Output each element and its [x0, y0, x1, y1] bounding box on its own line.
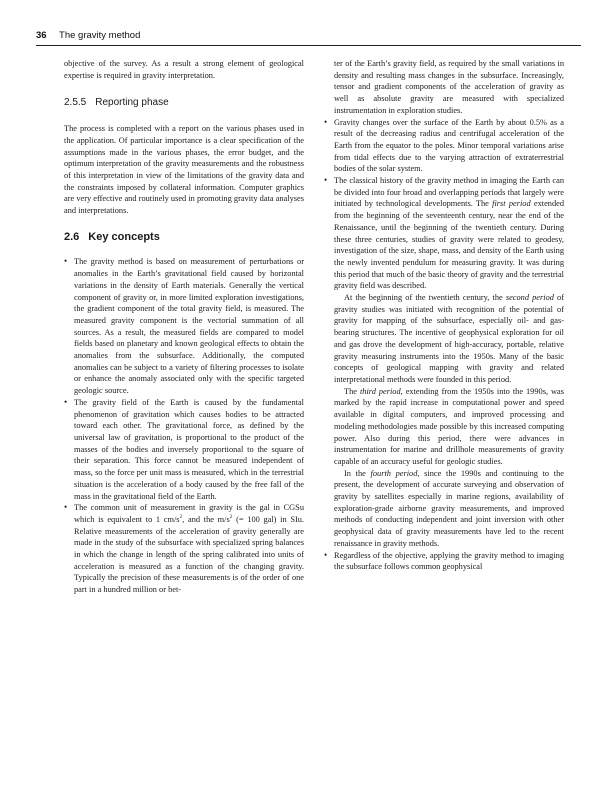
list-item [324, 117, 564, 176]
superscript: 2 [179, 514, 183, 521]
key-concepts-list [64, 256, 304, 595]
list-item [64, 397, 304, 502]
text-run: , since the 1990s and continuing to the present, the development of accurate surveying and observation of gravity by satellites especially in marine regions, availability of exploration-grade airborne gravity measurements, and improved methods of conducting independent and joint inversion with other geophysical data of gravity measurements have led to the recent renaissance in gravity methods. [334, 468, 564, 548]
history-paragraph-3 [334, 386, 564, 468]
header-rule [36, 45, 581, 46]
list-item [324, 550, 564, 573]
emphasis-third-period: third period [359, 386, 401, 396]
left-column [64, 58, 304, 596]
list-item [324, 175, 564, 550]
running-head [36, 30, 581, 41]
text-run: In the [344, 468, 371, 478]
subsection-title: Reporting phase [95, 97, 169, 109]
list-item-text-a: The common unit of measurement in gravity is the gal in CGSu which is equivalent to 1 cm/s [74, 503, 304, 524]
subsection-number: 2.5.5 [64, 97, 87, 109]
list-item-text: The gravity field of the Earth is caused by the fundamental phenomenon of gravitation which causes bodies to be attracted toward each other. The gravitational force, as defined by the universal law of gravitation, is proportional to the product of the masses of the bodies and inversely proportional to the square of their separation. This force cannot be measured independent of mass, so the force per unit mass is measured, which in the terrestrial situation is the acceleration of a body caused by the free fall of the mass in the gravitational field of the Earth. [74, 397, 304, 501]
bullet-icon: • [324, 549, 328, 560]
paragraph-continued: objective of the survey. As a result a strong element of geological expertise is required in gravity interpretation. [64, 59, 304, 80]
section-title: Key concepts [88, 230, 160, 243]
list-item [64, 502, 304, 596]
running-head-title: The gravity method [59, 30, 141, 41]
text-run: At the beginning of the twentieth century, the [344, 293, 506, 303]
text-run: , extending from the 1950s into the 1990s, was marked by the rapid increase in computational power and speed available in digital computers, and improved processing and modeling methodologies made possible by this increased computing power. Also during this period, there were advances in instrumentation for marine and drillhole measurements of gravity capable of an accuracy useful for geologic studies. [334, 386, 564, 466]
bullet-icon: • [324, 116, 328, 127]
history-paragraph-2 [334, 292, 564, 386]
list-item-text-b: , and the m/s [182, 514, 230, 524]
emphasis-fourth-period: fourth period [370, 468, 418, 478]
text-run: The classical history of the gravity method in imaging the Earth can be divided into four broad and overlapping periods that largely were initiated by technological developments. The [334, 176, 564, 209]
bullet-icon: • [64, 396, 68, 407]
emphasis-first-period: first period [492, 199, 531, 209]
subsection-heading-2-5-5 [64, 97, 304, 109]
list-item [64, 256, 304, 396]
section-heading-2-6 [64, 232, 304, 244]
list-item-text-c: (= 100 gal) in SIu. Relative measurements of the acceleration of gravity generally are made in the study of the subsurface with specialized spring balances in which the change in length of the spring calibrated into units of acceleration is measured as a function of the changing gravity. Typically the precision of these measurements is of the order of one part in a hundred million or bet- [74, 514, 304, 595]
list-item-text: Regardless of the objective, applying the gravity method to imaging the subsurface follows common geophysical [334, 550, 564, 572]
key-concepts-list-continued [324, 58, 564, 573]
list-item-text: The gravity method is based on measurement of perturbations or anomalies in the Earth’s gravitational field caused by horizontal variations in the density of Earth materials. Generally the vertical component of gravity or, in more limited exploration investigations, the gradient component of the total gravity field, is measured. The measured gravity component is the vectorial summation of all sources. As a result, the measured fields are compared to model fields based on planetary and known geological effects to obtain the anomalies from the subsurface. Additionally, the computed anomalies can be subject to a variety of filtering processes to isolate or enhance the anomaly associated only with the specific targeted geologic source. [74, 257, 304, 396]
page-number: 36 [36, 30, 47, 41]
emphasis-second-period: second period [505, 293, 554, 303]
section-number: 2.6 [64, 230, 80, 243]
history-paragraph-4 [334, 468, 564, 550]
bullet-icon: • [64, 256, 68, 267]
paragraph-reporting-phase: The process is completed with a report on the various phases used in the application. Of particular importance is a clear specification of the assumptions made in the various phases, the error budget, and the optimum interpretation of the gravity measurements and the robustness of this interpretation in view of the limitations of the gravity data and the constraints imposed by collateral information. Computer graphics are very effective and routinely used in promoting gravity data analyses and interpretations. [64, 124, 304, 216]
bullet-icon: • [324, 175, 328, 186]
text-run: of gravity studies was initiated with recognition of the potential of gravity for mapping of the subsurface, especially oil- and gas-bearing structures. The incentive of geophysical exploration for oil and gas drove the development of high-accuracy, portable, relative gravity measuring instruments into the 1950s. Many of the basic concepts of geological mapping with gravity and related interpretational methods were founded in this period. [334, 293, 564, 384]
list-item-text: ter of the Earth’s gravity field, as required by the small variations in density and resulting mass changes in the subsurface. Increasingly, tensor and gradient components of the acceleration of gravity as well as absolute gravity are measured with specialized instrumentation in exploration studies. [334, 59, 564, 115]
list-item-text: Gravity changes over the surface of the Earth by about 0.5% as a result of the decreasing radius and centrifugal acceleration of the Earth from the equator to the poles. Minor temporal variations arise from tidal effects due to the varying attraction of extraterrestrial bodies of the solar system. [334, 117, 564, 174]
right-column [324, 58, 564, 573]
list-item-continued [324, 58, 564, 117]
bullet-icon: • [64, 502, 68, 513]
text-run: extended from the beginning of the seventeenth century, near the end of the Renaissance, until the beginning of the twentieth century. During these three centuries, studies of gravity were related to geodesy, investigation of the size, shape, mass, and density of the Earth using the newly invented pendulum for measuring gravity. It was during this period that much of the basic theory of gravity and the terrestrial gravity field was described. [334, 199, 564, 291]
text-run: The [344, 386, 360, 396]
history-paragraph-1 [334, 175, 564, 292]
superscript: 2 [229, 514, 233, 521]
